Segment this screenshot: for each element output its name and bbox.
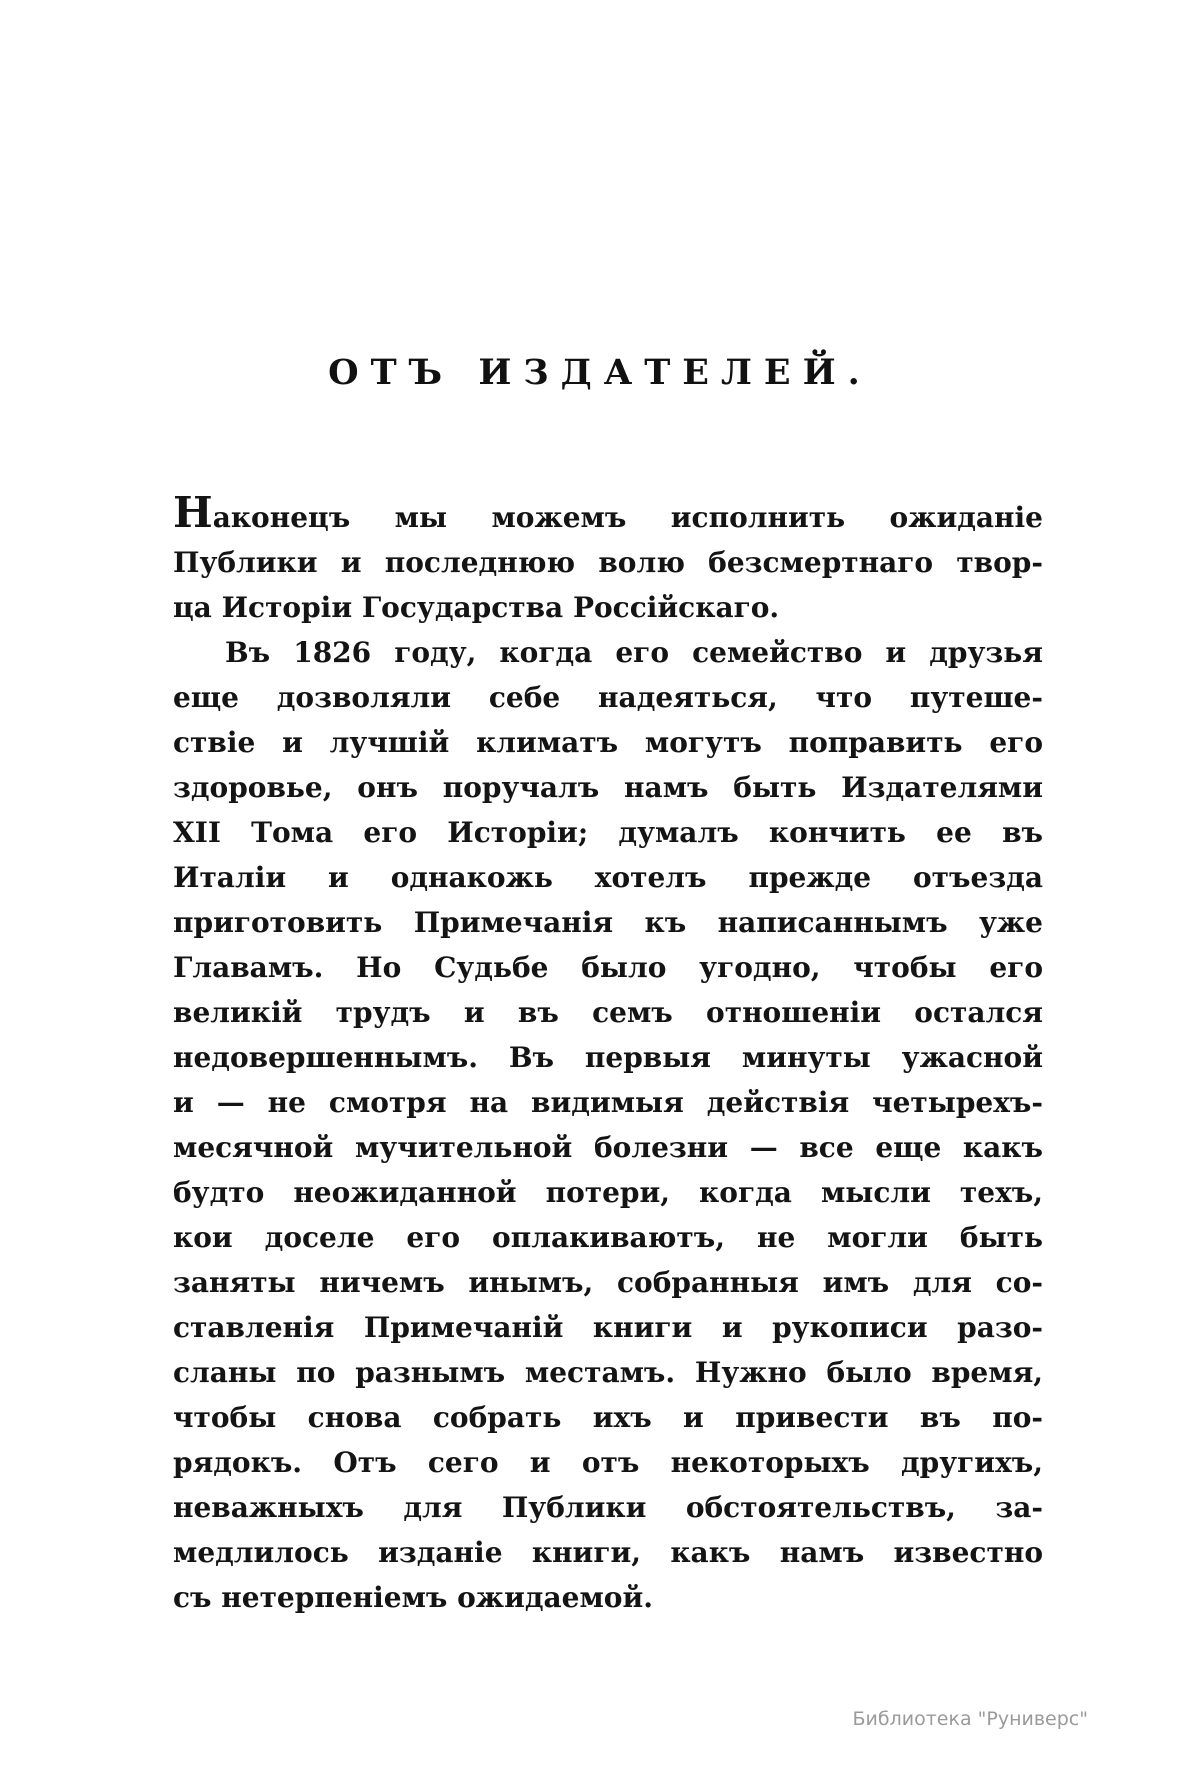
text-line xyxy=(173,488,1043,540)
text-line: еще дозволяли себе надеяться, что путеше- xyxy=(173,681,1043,714)
page-title: ОТЪ ИЗДАТЕЛЕЙ. xyxy=(328,352,872,393)
text-line: Италіи и однакожь хотелъ прежде отъезда xyxy=(173,861,1043,894)
text-line: съ нетерпеніемъ ожидаемой. xyxy=(173,1581,653,1614)
body-text xyxy=(173,488,1043,1620)
text-line: и — не смотря на видимыя действія четырехъ- xyxy=(173,1086,1043,1119)
text-line: приготовить Примечанія къ написаннымъ уже xyxy=(173,906,1043,939)
text-line: ца Исторіи Государства Россійскаго. xyxy=(173,591,780,624)
text-line: великій трудъ и въ семъ отношеніи остался xyxy=(173,996,1043,1029)
drop-cap: Н xyxy=(173,488,213,537)
text-line: заняты ничемъ инымъ, собранныя имъ для со- xyxy=(173,1266,1043,1299)
text-line: Публики и последнюю волю безсмертнаго твор- xyxy=(173,546,1043,579)
text-line: неважныхъ для Публики обстоятельствъ, за- xyxy=(173,1491,1043,1524)
text-line: сланы по разнымъ местамъ. Нужно было время, xyxy=(173,1356,1043,1389)
text-line: рядокъ. Отъ сего и отъ некоторыхъ другихъ, xyxy=(173,1446,1043,1479)
text-line: ствіе и лучшій климатъ могутъ поправить его xyxy=(173,726,1043,759)
text-line: чтобы снова собрать ихъ и привести въ по- xyxy=(173,1401,1043,1434)
text-line: месячной мучительной болезни — все еще какъ xyxy=(173,1131,1043,1164)
text-line: Въ 1826 году, когда его семейство и друзья xyxy=(225,636,1043,669)
text-line: Главамъ. Но Судьбе было угодно, чтобы его xyxy=(173,951,1043,984)
library-watermark: Библиотека "Руниверс" xyxy=(852,1708,1088,1730)
text-line: недовершеннымъ. Въ первыя минуты ужасной xyxy=(173,1041,1043,1074)
text-line: здоровье, онъ поручалъ намъ быть Издателями xyxy=(173,771,1043,804)
text-line: XII Тома его Исторіи; думалъ кончить ее въ xyxy=(173,816,1043,849)
text-line: будто неожиданной потери, когда мысли техъ, xyxy=(173,1176,1043,1209)
text-line: кои доселе его оплакиваютъ, не могли быть xyxy=(173,1221,1043,1254)
text-line-content: аконецъ мы можемъ исполнить ожиданіе xyxy=(212,501,1043,534)
text-line: ставленія Примечаній книги и рукописи разо- xyxy=(173,1311,1043,1344)
text-line: медлилось изданіе книги, какъ намъ известно xyxy=(173,1536,1043,1569)
